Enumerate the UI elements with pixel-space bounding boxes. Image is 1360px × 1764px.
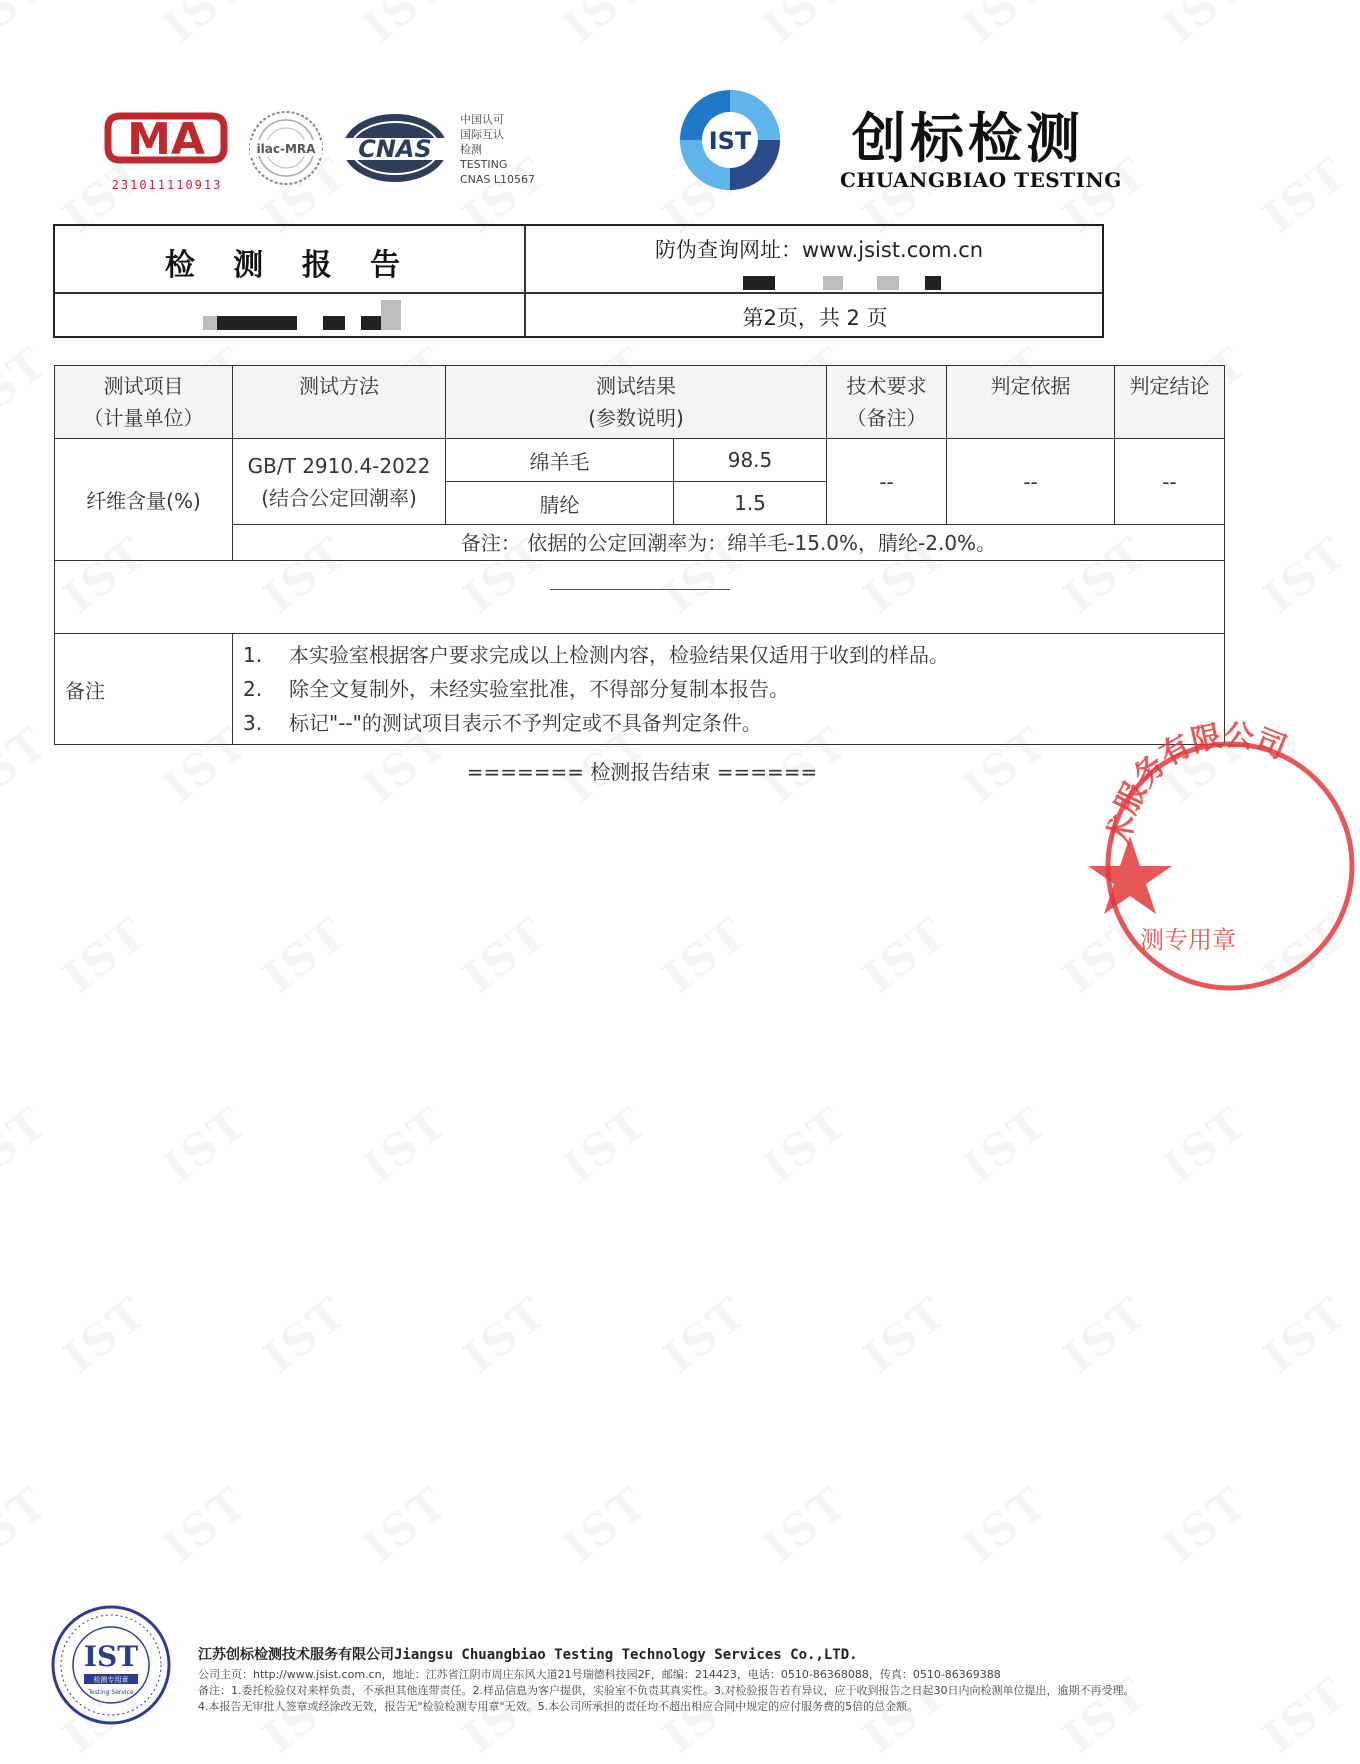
watermark-text	[0, 337, 57, 433]
watermark-text	[1154, 1097, 1257, 1193]
ilac-text: ilac-MRA	[256, 142, 316, 156]
table-row	[55, 439, 1225, 482]
remark-text: 除全文复制外，未经实验室批准，不得部分复制本报告。	[289, 677, 789, 701]
header-line: 技术要求	[846, 374, 927, 398]
header-divider	[55, 292, 1102, 294]
watermark-text	[754, 1477, 857, 1573]
header-line: 判定结论	[1129, 374, 1210, 398]
cnas-side-line: CNAS L10567	[460, 173, 536, 186]
stamp-arc-text: 术服务有限公司	[1102, 718, 1292, 848]
remark-number: 1.	[243, 643, 263, 667]
moisture-note: 备注： 依据的公定回潮率为：绵羊毛-15.0%，腈纶-2.0%。	[233, 525, 1225, 561]
requirement-cell: --	[827, 439, 947, 525]
remark-item	[243, 672, 1224, 706]
remark-item	[243, 638, 1224, 672]
redaction-mark	[203, 316, 217, 330]
brand-name-en: CHUANGBIAO TESTING	[840, 168, 1122, 192]
redaction-mark	[823, 276, 843, 290]
watermark-text	[1054, 1287, 1157, 1383]
redaction-mark	[877, 276, 899, 290]
remark-number: 3.	[243, 711, 263, 735]
watermark-text	[554, 1477, 657, 1573]
watermark-text	[1254, 147, 1357, 243]
watermark-text	[154, 1097, 257, 1193]
footer-contact-line: 公司主页：http://www.jsist.com.cn，地址：江苏省江阴市周庄东风大道21号瑞德科技园2F，邮编：214423，电话：0510-86368088，传真：0510-86369388	[198, 1668, 1001, 1681]
blank-row	[55, 561, 1225, 634]
basis-cell: --	[947, 439, 1115, 525]
ist-logo	[676, 86, 784, 194]
seal-en-text: Testing Service	[88, 1689, 134, 1696]
watermark-text	[1254, 527, 1357, 623]
cnas-side-line: 检测	[460, 143, 482, 156]
seal-sub-text: 检测专用章	[93, 1676, 129, 1684]
cma-logo-text: MA	[127, 114, 205, 165]
header-line: 测试方法	[299, 374, 379, 398]
cma-number: 231011110913	[111, 178, 223, 192]
watermark-text	[1154, 0, 1257, 54]
watermark-text	[554, 0, 657, 54]
watermark-text	[1154, 1477, 1257, 1573]
method-line: (结合公定回潮率)	[261, 485, 417, 510]
watermark-text	[0, 1097, 57, 1193]
watermark-text	[754, 0, 857, 54]
redaction-mark	[925, 276, 941, 290]
stamp-bottom-text: 测专用章	[1140, 926, 1236, 954]
header-line: 测试项目	[103, 374, 184, 398]
report-end-line: ======= 检测报告结束 ======	[466, 760, 818, 784]
watermark-text	[454, 1287, 557, 1383]
redaction-mark	[217, 316, 297, 330]
header-line: 判定依据	[990, 374, 1071, 398]
watermark-text	[54, 907, 157, 1003]
header-basis	[947, 366, 1115, 439]
watermark-text	[854, 1287, 957, 1383]
watermark-text	[1254, 1667, 1357, 1763]
brand-name-cn: 创标检测	[852, 106, 1084, 170]
cnas-side-line: TESTING	[460, 158, 508, 171]
method-line: GB/T 2910.4-2022	[247, 453, 431, 478]
page-number: 第2页，共 2 页	[742, 306, 888, 330]
watermark-text	[654, 907, 757, 1003]
watermark-text	[254, 1287, 357, 1383]
footer-company: 江苏创标检测技术服务有限公司Jiangsu Chuangbiao Testing Technology Services Co.,LTD.	[198, 1647, 858, 1663]
report-header-box	[53, 224, 1104, 338]
remarks-label: 备注	[55, 634, 233, 745]
cnas-text: CNAS	[358, 135, 432, 163]
seal-text: IST	[83, 1640, 139, 1673]
watermark-text	[954, 0, 1057, 54]
watermark-text	[354, 1477, 457, 1573]
watermark-text	[154, 1477, 257, 1573]
header-line: (参数说明)	[588, 406, 684, 430]
report-title: 检 测 报 告	[164, 248, 415, 283]
result-value-cell: 1.5	[674, 482, 827, 525]
watermark-text	[354, 0, 457, 54]
redaction-mark	[381, 300, 401, 330]
watermark-text	[554, 1097, 657, 1193]
result-name-cell: 绵羊毛	[446, 439, 674, 482]
header-test-result	[446, 366, 827, 439]
watermark-text	[0, 0, 57, 54]
watermark-text	[154, 0, 257, 54]
watermark-text	[0, 1477, 57, 1573]
footer-disclaimer-line: 4.本报告无审批人签章或经涂改无效，报告无"检验检测专用章"无效。5.本公司所承担的责任均不超出相应合同中规定的应付服务费的5倍的总金额。	[198, 1700, 919, 1713]
watermark-text	[954, 1477, 1057, 1573]
blank-cell	[55, 561, 1225, 634]
cnas-side-line: 中国认可	[460, 113, 504, 126]
test-method-cell	[233, 439, 446, 525]
header-test-item	[55, 366, 233, 439]
header-test-method	[233, 366, 446, 439]
test-item-cell: 纤维含量(%)	[55, 439, 233, 561]
watermark-text	[354, 1097, 457, 1193]
remark-number: 2.	[243, 677, 263, 701]
cnas-logo	[340, 110, 450, 186]
table-header-row	[55, 366, 1225, 439]
company-stamp	[1100, 718, 1360, 996]
footer-disclaimer-line: 备注：1.委托检验仅对来样负责，不承担其他连带责任。2.样品信息为客户提供，实验室不负责其真实性。3.对检验报告若有异议，应于收到报告之日起30日内向检测单位提出，逾期不再受理。	[198, 1684, 1135, 1697]
cnas-side-text	[460, 112, 540, 187]
result-value-cell: 98.5	[674, 439, 827, 482]
watermark-text	[54, 1287, 157, 1383]
watermark-text	[954, 1097, 1057, 1193]
stamp-star-icon	[1088, 836, 1172, 914]
result-name-cell: 腈纶	[446, 482, 674, 525]
watermark-text	[254, 907, 357, 1003]
redaction-mark	[361, 316, 381, 330]
header-line: （计量单位）	[83, 406, 204, 430]
test-results-table	[54, 365, 1225, 745]
watermark-text	[1254, 1287, 1357, 1383]
header-line: （备注）	[846, 406, 927, 430]
separator-line	[550, 588, 730, 590]
header-requirement	[827, 366, 947, 439]
header-conclusion	[1115, 366, 1225, 439]
redaction-mark	[743, 276, 775, 290]
remark-item	[243, 706, 1224, 740]
header-line: 测试结果	[596, 374, 676, 398]
ist-logo-text: IST	[708, 127, 752, 155]
remark-text: 标记"--"的测试项目表示不予判定或不具备判定条件。	[289, 711, 762, 735]
remarks-cell	[233, 634, 1225, 745]
verify-url: 防伪查询网址：www.jsist.com.cn	[655, 238, 984, 262]
watermark-text	[854, 907, 957, 1003]
ist-seal-logo	[50, 1604, 172, 1726]
redaction-mark	[323, 316, 345, 330]
watermark-text	[654, 1287, 757, 1383]
remarks-row	[55, 634, 1225, 745]
remark-text: 本实验室根据客户要求完成以上检测内容，检验结果仅适用于收到的样品。	[289, 643, 949, 667]
watermark-text	[454, 907, 557, 1003]
conclusion-cell: --	[1115, 439, 1225, 525]
watermark-text	[754, 1097, 857, 1193]
cnas-side-line: 国际互认	[460, 128, 504, 141]
ilac-mra-logo	[246, 108, 326, 188]
